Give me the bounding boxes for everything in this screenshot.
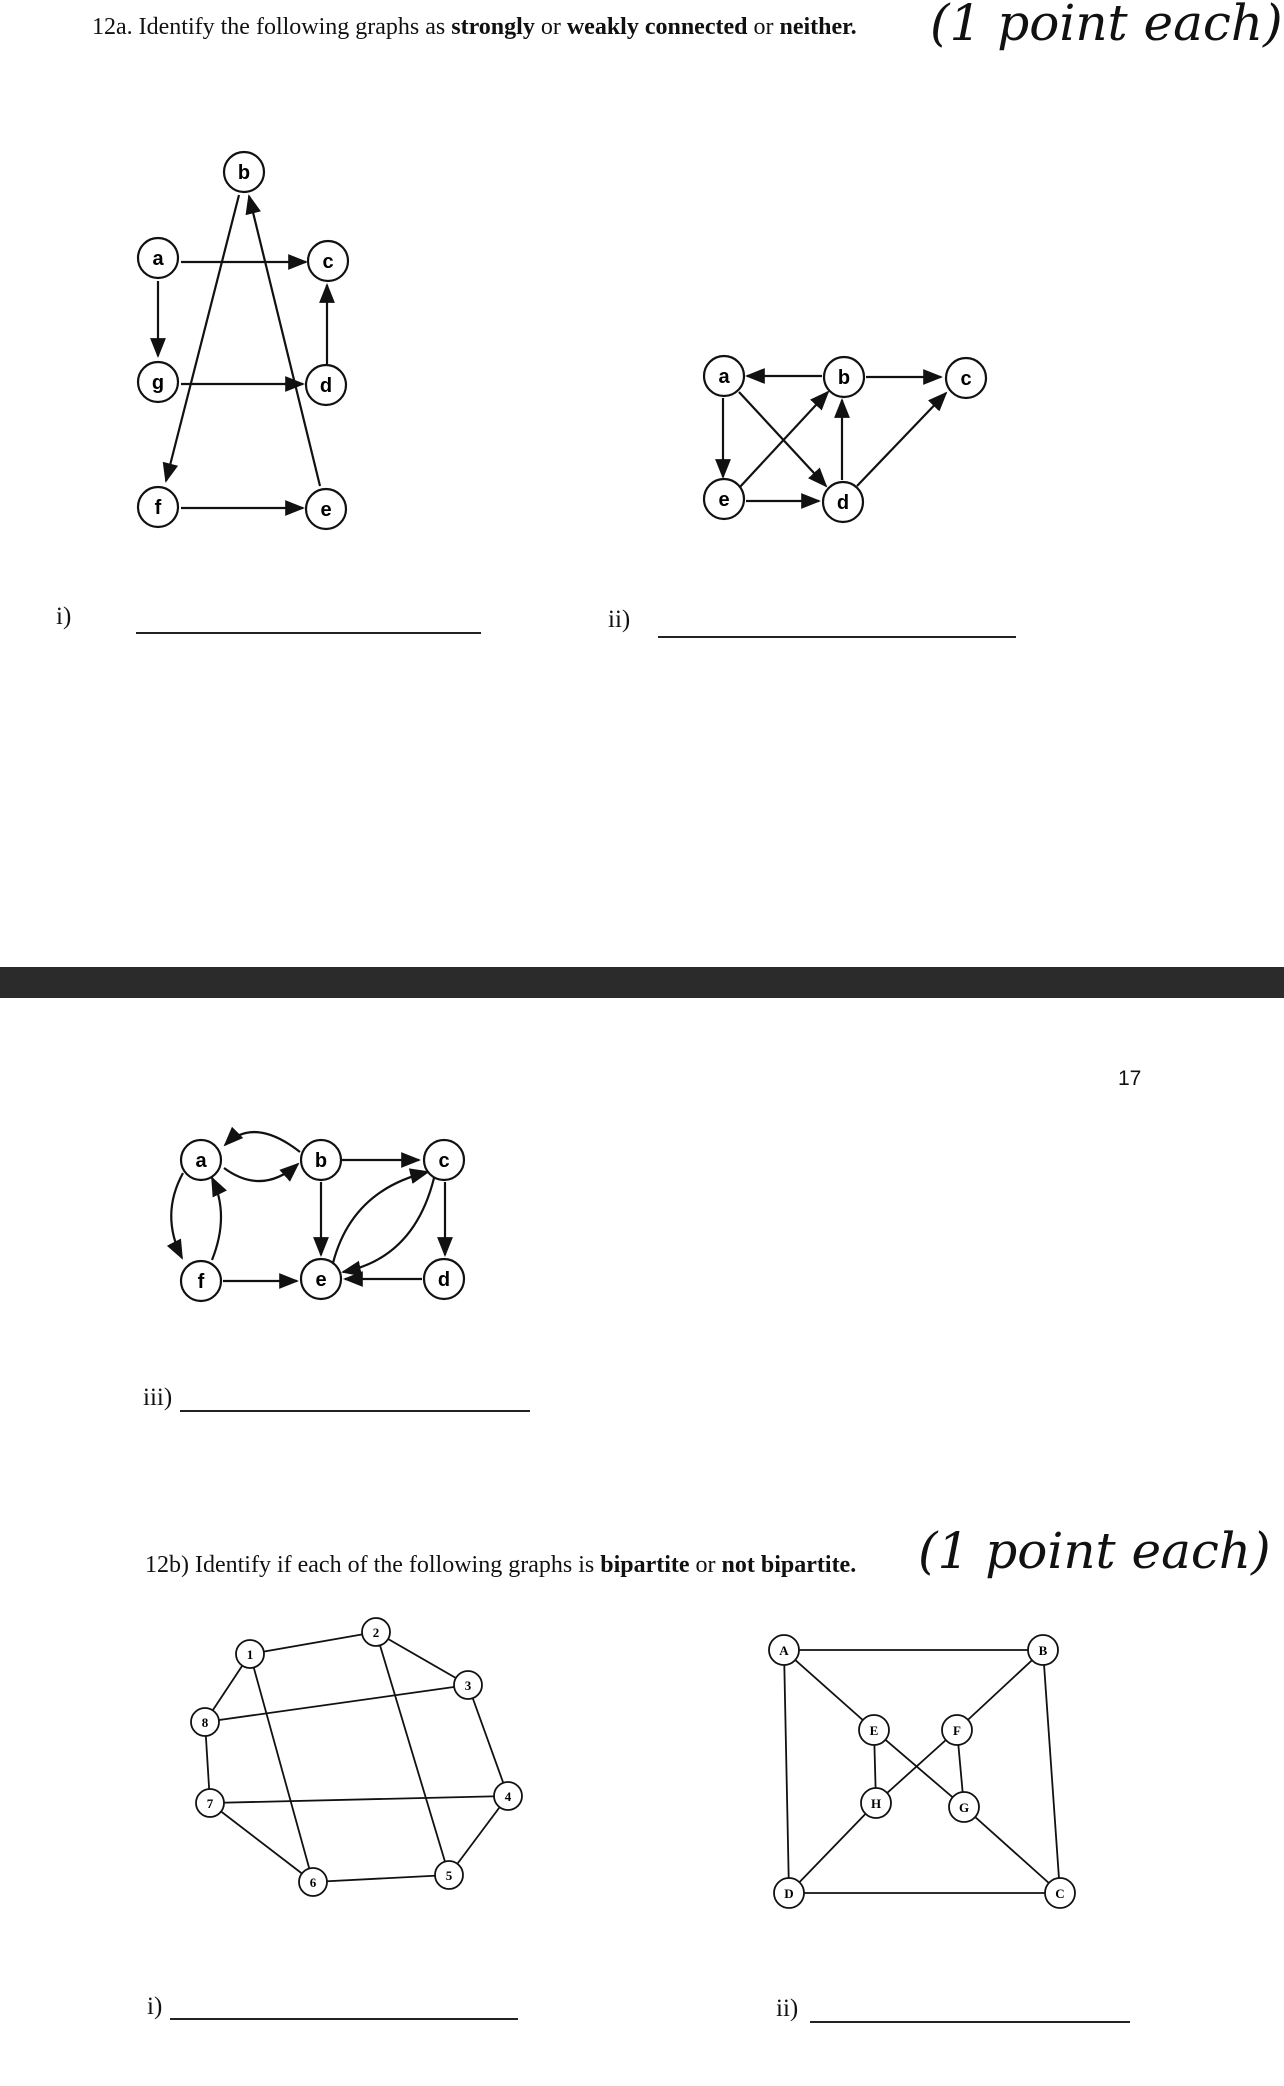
svg-text:2: 2 [372,1625,380,1640]
svg-text:F: F [953,1723,961,1738]
svg-text:6: 6 [309,1875,317,1890]
node-d [306,365,346,405]
svg-text:H: H [870,1796,882,1811]
edge-D-A [784,1650,789,1893]
svg-text:e: e [718,489,730,511]
edge-B-C [1043,1650,1060,1893]
edge-a-b [224,1164,298,1181]
edge-d-c [857,393,946,486]
edge-3-8 [205,1685,468,1722]
svg-text:A: A [779,1643,789,1658]
node-H [861,1788,891,1818]
node-a [704,356,744,396]
node-E [859,1715,889,1745]
svg-text:3: 3 [464,1678,472,1693]
node-b [824,357,864,397]
node-b [301,1140,341,1180]
svg-text:b: b [314,1150,328,1172]
node-6 [299,1868,327,1896]
answer-label-iii: iii) [143,1384,173,1411]
graph-12b-i [205,1632,508,1882]
edge-6-7 [210,1803,313,1882]
svg-text:e: e [320,499,332,521]
node-2 [362,1618,390,1646]
edge-A-E [784,1650,874,1730]
svg-text:e: e [315,1269,327,1291]
answer-label-i: i) [56,603,72,630]
svg-text:b: b [837,367,851,389]
node-e [301,1259,341,1299]
svg-text:d: d [319,375,333,397]
edge-a-f [171,1173,183,1258]
svg-text:d: d [437,1269,451,1291]
svg-text:B: B [1038,1643,1048,1658]
edge-B-F [957,1650,1043,1730]
svg-text:a: a [718,366,730,388]
svg-text:4: 4 [504,1789,512,1804]
node-c [424,1140,464,1180]
svg-text:f: f [154,497,162,519]
node-d [424,1259,464,1299]
svg-text:g: g [151,372,165,394]
graph-12b-ii [784,1650,1060,1893]
node-c [946,358,986,398]
edge-f-a [212,1178,221,1260]
edge-3-4 [468,1685,508,1796]
node-3 [454,1671,482,1699]
svg-text:c: c [960,368,972,390]
answer-label-ii: ii) [608,606,631,633]
node-f [138,487,178,527]
page-divider [0,967,1284,998]
edge-e-b [249,196,320,486]
answer-line-i[interactable] [136,632,481,634]
answer-line-b-ii[interactable] [810,2021,1130,2023]
points-note-12b: (1 point each) [918,1522,1271,1580]
graph-12b-i-nodes [191,1618,522,1896]
svg-text:G: G [958,1800,970,1815]
node-B [1028,1635,1058,1665]
node-A [769,1635,799,1665]
node-b [224,152,264,192]
svg-text:7: 7 [206,1796,214,1811]
edge-e-c [333,1172,428,1263]
edge-c-e [343,1178,434,1272]
node-C [1045,1878,1075,1908]
svg-text:d: d [836,492,850,514]
graph-12a-ii-nodes [704,356,986,522]
edge-b-a [225,1132,300,1152]
svg-text:1: 1 [246,1647,254,1662]
svg-text:C: C [1055,1886,1065,1901]
answer-line-b-i[interactable] [170,2018,518,2020]
svg-text:E: E [869,1723,879,1738]
edge-1-6 [250,1654,313,1882]
node-f [181,1261,221,1301]
answer-line-ii[interactable] [658,636,1016,638]
graph-12a-i [158,195,327,508]
node-7 [196,1789,224,1817]
node-c [308,241,348,281]
svg-text:f: f [197,1271,205,1293]
question-12b-title: 12b) Identify if each of the following graphs is bipartite or not bipartite. [145,1552,857,1578]
page-number: 17 [1118,1067,1142,1090]
svg-text:D: D [784,1886,794,1901]
node-8 [191,1708,219,1736]
node-e [306,489,346,529]
node-a [138,238,178,278]
svg-text:a: a [195,1150,207,1172]
edge-b-f [166,195,239,481]
answer-line-iii[interactable] [180,1410,530,1412]
node-d [823,482,863,522]
edge-a-d [739,392,826,486]
question-12a-title: 12a. Identify the following graphs as strongly or weakly connected or neither. [92,14,857,40]
answer-label-b-i: i) [147,1993,163,2020]
node-4 [494,1782,522,1810]
svg-text:5: 5 [445,1868,453,1883]
svg-text:8: 8 [201,1715,209,1730]
points-note-12a: (1 point each) [930,0,1283,52]
node-F [942,1715,972,1745]
edge-H-D [789,1803,876,1893]
node-a [181,1140,221,1180]
answer-label-b-ii: ii) [776,1995,799,2022]
graph-12a-iii-nodes [181,1140,464,1301]
node-5 [435,1861,463,1889]
svg-text:c: c [322,251,334,273]
svg-text:c: c [438,1150,450,1172]
node-D [774,1878,804,1908]
node-1 [236,1640,264,1668]
svg-text:b: b [237,162,251,184]
edge-4-7 [210,1796,508,1803]
svg-text:a: a [152,248,164,270]
edge-G-C [964,1807,1060,1893]
node-G [949,1792,979,1822]
node-e [704,479,744,519]
edge-5-6 [313,1875,449,1882]
node-g [138,362,178,402]
edge-1-2 [250,1632,376,1654]
